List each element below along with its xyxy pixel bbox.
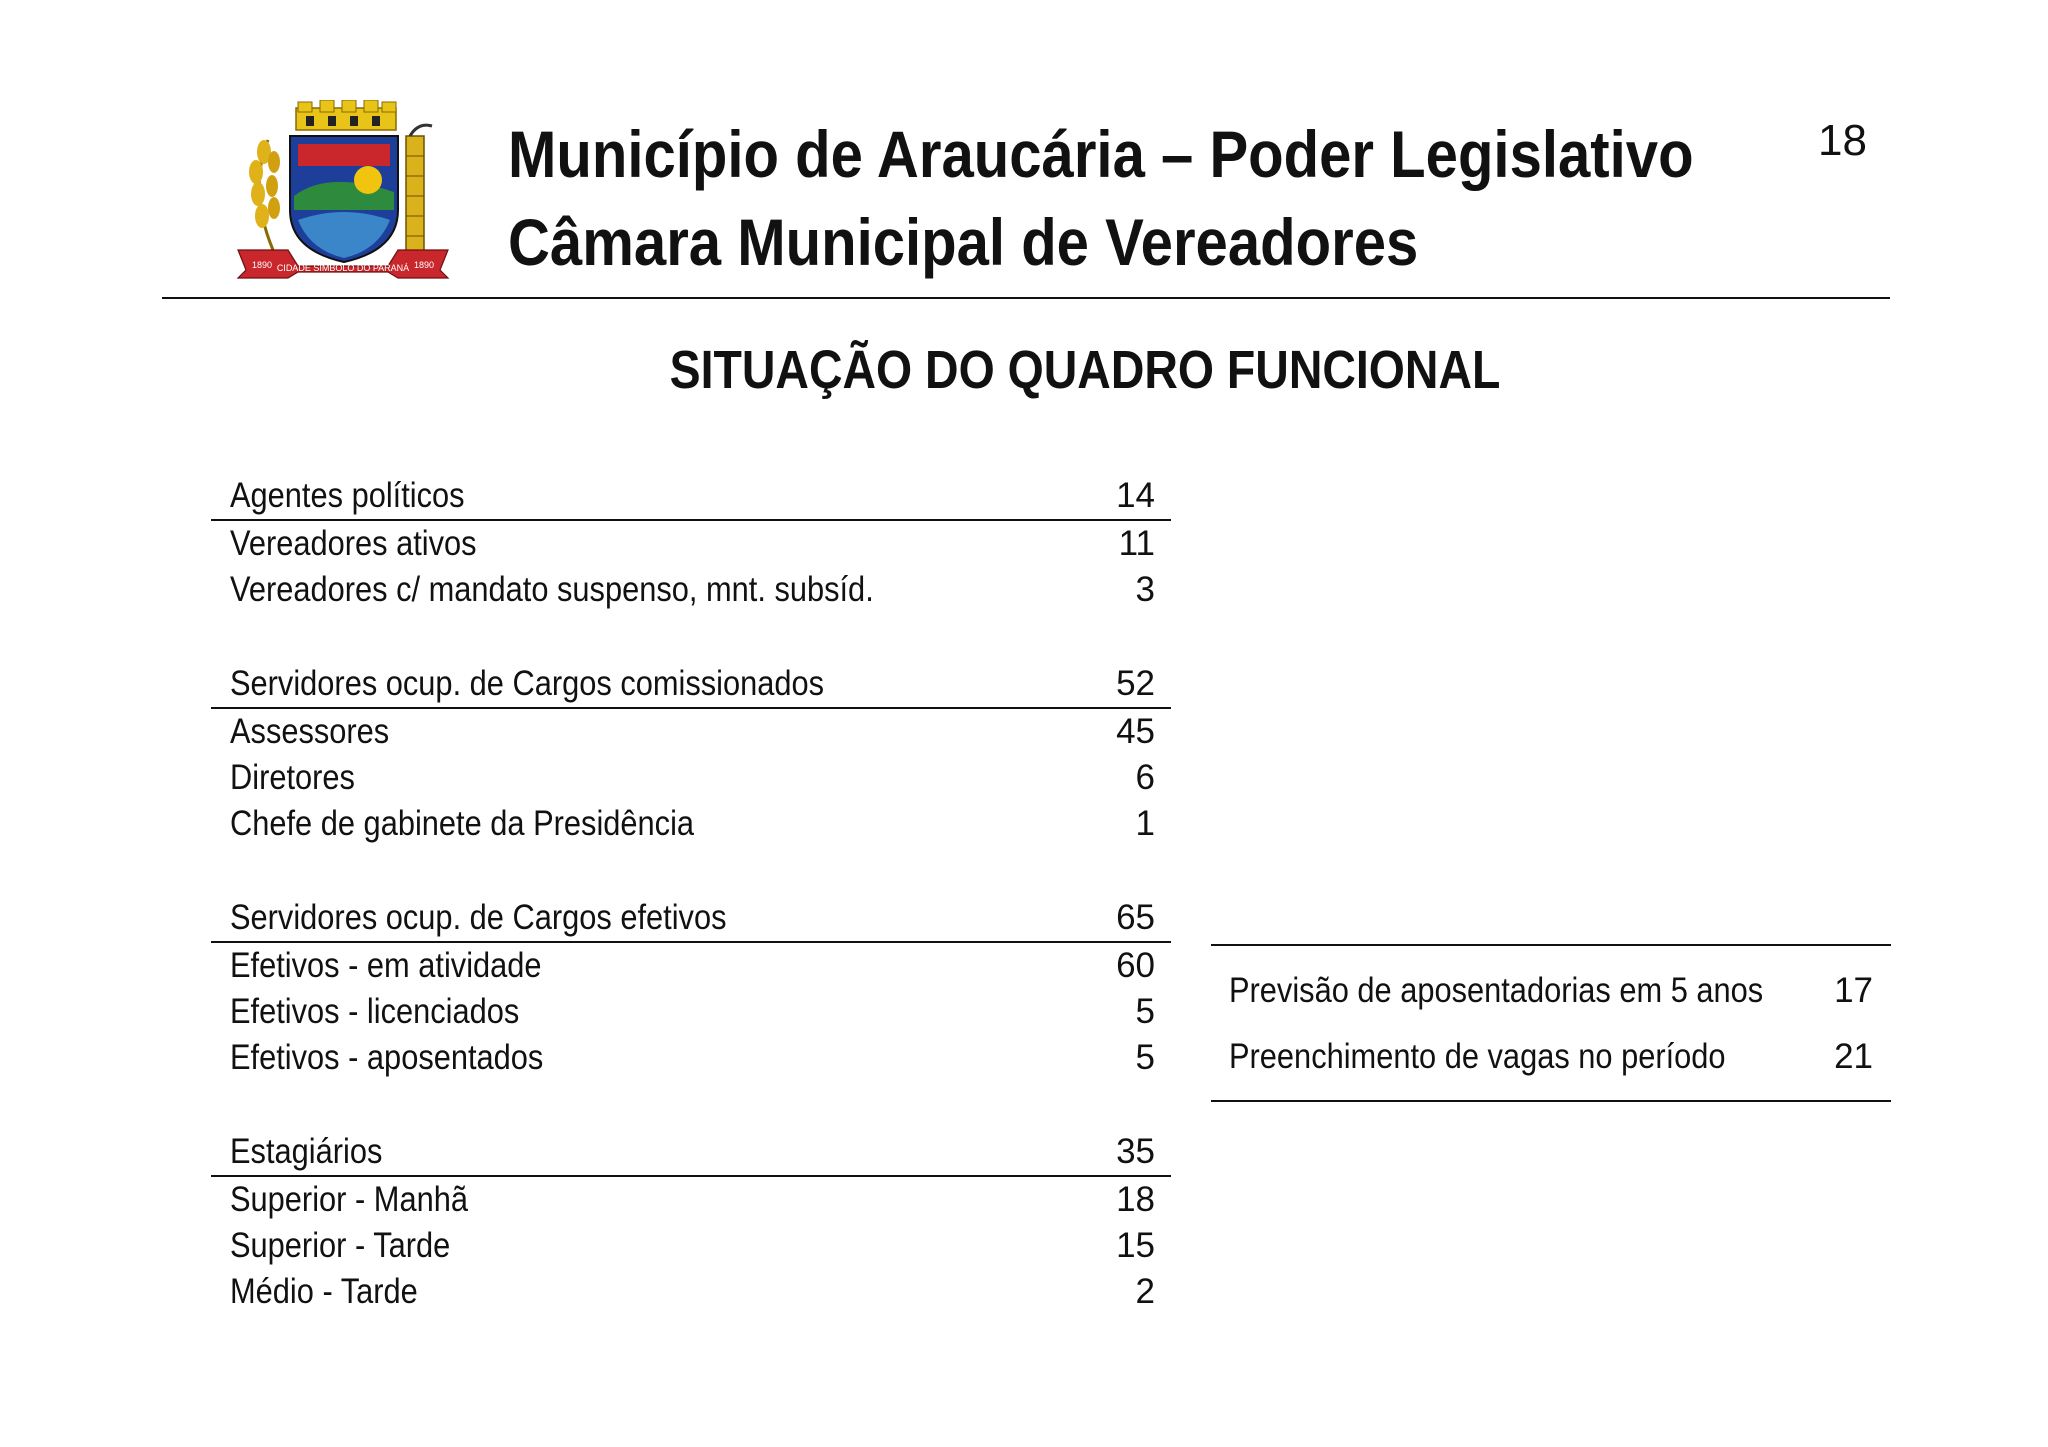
- group-item-row: [211, 709, 1171, 755]
- group-total-row: [211, 895, 1171, 943]
- row-label: Agentes políticos: [230, 476, 465, 515]
- year-left: 1890: [251, 260, 273, 270]
- row-label: Superior - Manhã: [230, 1180, 468, 1219]
- row-label: Vereadores ativos: [230, 524, 477, 563]
- group-item-row: [211, 1177, 1171, 1223]
- row-label: Preenchimento de vagas no período: [1229, 1037, 1726, 1076]
- row-value: 45: [1116, 712, 1155, 751]
- row-value: 65: [1116, 898, 1155, 937]
- group-item-row: [211, 567, 1171, 613]
- row-value: 17: [1834, 971, 1873, 1010]
- row-label: Estagiários: [230, 1132, 383, 1171]
- row-label: Superior - Tarde: [230, 1226, 451, 1265]
- row-label: Assessores: [230, 712, 390, 751]
- row-value: 6: [1135, 758, 1155, 797]
- shield-icon: [290, 136, 398, 262]
- side-table-row: [1211, 1024, 1891, 1090]
- header-title: [508, 110, 1694, 286]
- row-value: 18: [1116, 1180, 1155, 1219]
- row-label: Servidores ocup. de Cargos comissionados: [230, 664, 825, 703]
- row-value: 14: [1116, 476, 1155, 515]
- header-line-2: Câmara Municipal de Vereadores: [508, 205, 1419, 279]
- header-line-1: Município de Araucária – Poder Legislativo: [508, 117, 1694, 191]
- group-item-row: [211, 943, 1171, 989]
- row-value: 5: [1135, 1038, 1155, 1077]
- group-item-row: [211, 1269, 1171, 1315]
- row-value: 21: [1834, 1037, 1873, 1076]
- row-label: Servidores ocup. de Cargos efetivos: [230, 898, 727, 937]
- row-value: 35: [1116, 1132, 1155, 1171]
- row-value: 60: [1116, 946, 1155, 985]
- row-label: Efetivos - licenciados: [230, 992, 520, 1031]
- group-item-row: [211, 1035, 1171, 1081]
- staff-group-interns: [211, 1129, 1171, 1315]
- group-total-row: [211, 661, 1171, 709]
- section-title: SITUAÇÃO DO QUADRO FUNCIONAL: [669, 340, 1501, 400]
- row-label: Efetivos - aposentados: [230, 1038, 544, 1077]
- group-total-row: [211, 1129, 1171, 1177]
- chimney-tower-icon: [406, 125, 432, 254]
- row-label: Efetivos - em atividade: [230, 946, 542, 985]
- row-value: 15: [1116, 1226, 1155, 1265]
- row-label: Médio - Tarde: [230, 1272, 418, 1311]
- group-item-row: [211, 989, 1171, 1035]
- row-value: 2: [1135, 1272, 1155, 1311]
- retirement-forecast-table: [1211, 944, 1891, 1102]
- motto-text: CIDADE SÍMBOLO DO PARANÁ: [276, 263, 410, 273]
- row-label: Previsão de aposentadorias em 5 anos: [1229, 971, 1764, 1010]
- row-value: 3: [1135, 570, 1155, 609]
- row-value: 5: [1135, 992, 1155, 1031]
- side-table-row: [1211, 958, 1891, 1024]
- group-total-row: [211, 473, 1171, 521]
- row-value: 1: [1135, 804, 1155, 843]
- group-item-row: [211, 801, 1171, 847]
- page-number: 18: [1818, 116, 1867, 165]
- row-label: Vereadores c/ mandato suspenso, mnt. subsíd.: [230, 570, 874, 609]
- municipal-coat-of-arms-icon: [228, 100, 458, 280]
- year-right: 1890: [413, 260, 435, 270]
- group-item-row: [211, 755, 1171, 801]
- row-label: Chefe de gabinete da Presidência: [230, 804, 695, 843]
- group-item-row: [211, 521, 1171, 567]
- row-value: 11: [1118, 524, 1155, 563]
- group-item-row: [211, 1223, 1171, 1269]
- row-value: 52: [1116, 664, 1155, 703]
- staff-group-effective: [211, 895, 1171, 1081]
- staff-group-commissioned: [211, 661, 1171, 847]
- crown-icon: [296, 100, 396, 130]
- row-label: Diretores: [230, 758, 355, 797]
- wheat-icon: [249, 140, 280, 250]
- staff-group-political-agents: [211, 473, 1171, 613]
- header-divider: [162, 297, 1890, 299]
